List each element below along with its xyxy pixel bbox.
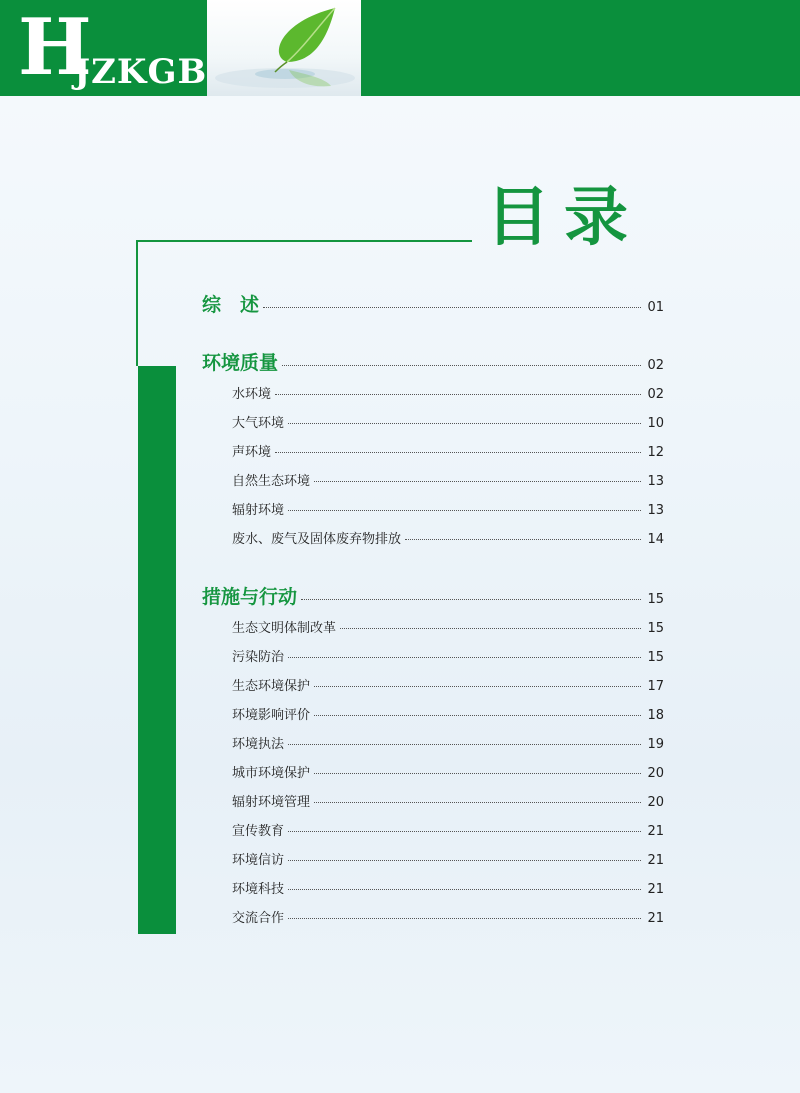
toc-item[interactable] xyxy=(232,849,664,868)
toc-page-number: 12 xyxy=(647,445,664,460)
toc-item-label: 自然生态环境 xyxy=(232,474,311,489)
leader-dots xyxy=(301,599,641,600)
leader-dots xyxy=(263,307,641,308)
leader-dots xyxy=(405,539,641,540)
toc-item[interactable] xyxy=(232,791,664,810)
page-title: 目录 xyxy=(486,180,642,255)
toc-item[interactable] xyxy=(232,646,664,665)
toc-page-number: 02 xyxy=(647,387,664,402)
toc-page-number: 10 xyxy=(647,416,664,431)
toc-page-number: 19 xyxy=(647,737,664,752)
logo-initial: H xyxy=(18,2,92,93)
toc-item-label: 辐射环境 xyxy=(232,503,285,518)
toc-item[interactable] xyxy=(232,762,664,781)
leader-dots xyxy=(275,394,641,395)
toc-section-label: 措施与行动 xyxy=(202,586,298,608)
toc-item-label: 生态环境保护 xyxy=(232,679,311,694)
toc-item[interactable] xyxy=(232,528,664,547)
toc-section-quality[interactable] xyxy=(202,348,664,375)
toc-page-number: 18 xyxy=(647,708,664,723)
leaf-icon xyxy=(207,0,361,96)
leader-dots xyxy=(275,452,641,453)
toc-item-label: 环境影响评价 xyxy=(232,708,311,723)
toc-page-number: 21 xyxy=(647,882,664,897)
toc-page-number: 15 xyxy=(647,592,664,607)
toc-page-number: 15 xyxy=(647,621,664,636)
side-green-bar xyxy=(138,366,176,934)
leader-dots xyxy=(340,628,641,629)
leader-dots xyxy=(288,860,641,861)
toc-page-number: 21 xyxy=(647,911,664,926)
toc-page-number: 14 xyxy=(647,532,664,547)
toc-item[interactable] xyxy=(232,441,664,460)
toc-page-number: 13 xyxy=(647,474,664,489)
toc-page-number: 20 xyxy=(647,795,664,810)
toc-item-label: 污染防治 xyxy=(232,650,285,665)
toc-item[interactable] xyxy=(232,383,664,402)
toc-item-label: 生态文明体制改革 xyxy=(232,621,337,636)
toc-item-label: 水环境 xyxy=(232,387,272,402)
leaf-image xyxy=(207,0,361,96)
toc-item-label: 交流合作 xyxy=(232,911,285,926)
toc-page-number: 13 xyxy=(647,503,664,518)
leader-dots xyxy=(282,365,641,366)
leader-dots xyxy=(314,802,641,803)
leader-dots xyxy=(314,686,641,687)
toc-section-label: 综 述 xyxy=(202,294,260,316)
toc-page-number: 02 xyxy=(647,358,664,373)
toc-page-number: 17 xyxy=(647,679,664,694)
toc-item[interactable] xyxy=(232,907,664,926)
frame-line-top xyxy=(136,240,472,242)
toc-page-number: 01 xyxy=(647,300,664,315)
toc-item[interactable] xyxy=(232,617,664,636)
toc-item-label: 宣传教育 xyxy=(232,824,285,839)
toc-item-label: 废水、废气及固体废弃物排放 xyxy=(232,532,402,547)
leader-dots xyxy=(314,773,641,774)
logo-text: JZKGB xyxy=(74,52,208,92)
leader-dots xyxy=(314,715,641,716)
toc-item-label: 环境信访 xyxy=(232,853,285,868)
toc-item[interactable] xyxy=(232,733,664,752)
leader-dots xyxy=(288,744,641,745)
toc-section-overview[interactable] xyxy=(202,290,664,317)
toc-item[interactable] xyxy=(232,878,664,897)
leader-dots xyxy=(288,657,641,658)
toc-page-number: 21 xyxy=(647,853,664,868)
toc-page-number: 15 xyxy=(647,650,664,665)
toc-item-label: 环境科技 xyxy=(232,882,285,897)
toc-item[interactable] xyxy=(232,470,664,489)
toc-item[interactable] xyxy=(232,499,664,518)
toc-item-label: 城市环境保护 xyxy=(232,766,311,781)
frame-line-left xyxy=(136,240,138,366)
leader-dots xyxy=(288,510,641,511)
toc-item[interactable] xyxy=(232,820,664,839)
toc-item[interactable] xyxy=(232,675,664,694)
leader-dots xyxy=(288,423,641,424)
leader-dots xyxy=(288,889,641,890)
logo xyxy=(0,0,207,96)
toc-item[interactable] xyxy=(232,704,664,723)
toc-item-label: 声环境 xyxy=(232,445,272,460)
toc-section-label: 环境质量 xyxy=(202,352,279,374)
toc-section-measures[interactable] xyxy=(202,582,664,609)
leader-dots xyxy=(288,831,641,832)
toc-item-label: 环境执法 xyxy=(232,737,285,752)
leader-dots xyxy=(288,918,641,919)
toc-item-label: 大气环境 xyxy=(232,416,285,431)
toc-item-label: 辐射环境管理 xyxy=(232,795,311,810)
toc-item[interactable] xyxy=(232,412,664,431)
leader-dots xyxy=(314,481,641,482)
toc-page-number: 20 xyxy=(647,766,664,781)
toc-page-number: 21 xyxy=(647,824,664,839)
